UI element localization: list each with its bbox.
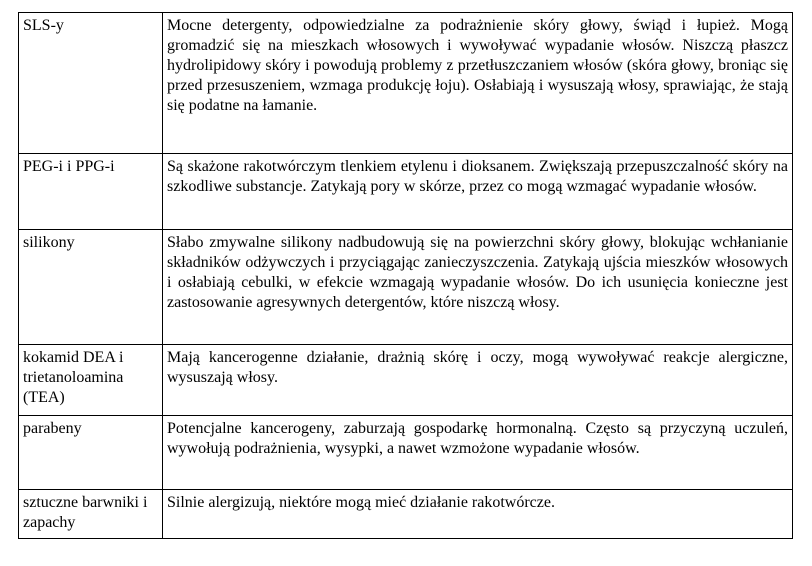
ingredients-table-body: [19, 13, 793, 539]
ingredient-description-cell: Słabo zmywalne silikony nadbudowują się na powierzchni skóry głowy, blokując wchłanianie składników odżywczych i przyciągając zanieczyszczenia. Zatykają ujścia mieszków włosowych i osłabiają cebulki, w efekcie wzmagają wypadanie włosów. Do ich usunięcia konieczne jest zastosowanie agresywnych detergentów, które niszczą włosy.: [163, 230, 793, 345]
table-row-silikony: [19, 230, 793, 345]
ingredient-description-cell: Mają kancerogenne działanie, drażnią skórę i oczy, mogą wywoływać reakcje alergiczne, wysuszają włosy.: [163, 345, 793, 416]
ingredient-name-cell: sztuczne barwniki i zapachy: [19, 490, 163, 539]
table-row-sls: [19, 13, 793, 154]
ingredient-name-cell: silikony: [19, 230, 163, 345]
ingredient-description-cell: Silnie alergizują, niektóre mogą mieć działanie rakotwórcze.: [163, 490, 793, 539]
ingredient-name-cell: SLS-y: [19, 13, 163, 154]
table-row-barwniki-zapachy: [19, 490, 793, 539]
ingredient-description-cell: Są skażone rakotwórczym tlenkiem etylenu i dioksanem. Zwiększają przepuszczalność skóry na szkodliwe substancje. Zatykają pory w skórze, przez co mogą wzmagać wypadanie włosów.: [163, 154, 793, 230]
table-row-parabeny: [19, 416, 793, 490]
ingredient-name-cell: kokamid DEA i trietanoloamina (TEA): [19, 345, 163, 416]
table-row-peg-ppg: [19, 154, 793, 230]
table-row-kokamid-dea: [19, 345, 793, 416]
ingredient-description-cell: Mocne detergenty, odpowiedzialne za podrażnienie skóry głowy, świąd i łupież. Mogą gromadzić się na mieszkach włosowych i wywoływać wypadanie włosów. Niszczą płaszcz hydrolipidowy skóry i powodują problemy z przetłuszczaniem włosów (skóra głowy, broniąc się przed przesuszeniem, wzmaga produkcję łoju). Osłabiają i wysuszają włosy, sprawiając, że stają się podatne na łamanie.: [163, 13, 793, 154]
ingredients-table: [18, 12, 793, 539]
ingredient-name-cell: PEG-i i PPG-i: [19, 154, 163, 230]
ingredient-name-cell: parabeny: [19, 416, 163, 490]
ingredient-description-cell: Potencjalne kancerogeny, zaburzają gospodarkę hormonalną. Często są przyczyną uczuleń, wywołują podrażnienia, wysypki, a nawet wzmożone wypadanie włosów.: [163, 416, 793, 490]
